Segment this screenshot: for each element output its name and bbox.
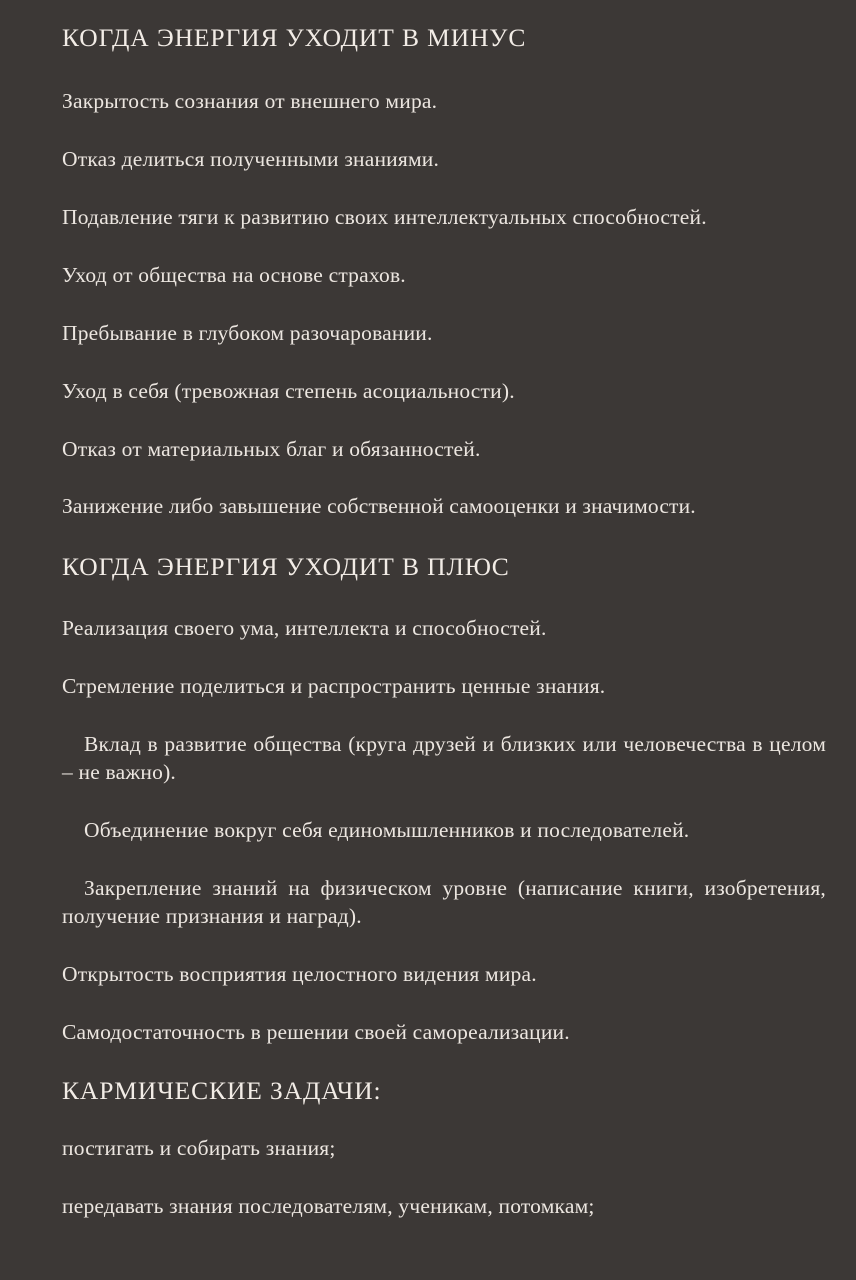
spacer <box>62 521 826 551</box>
paragraph: Отказ от материальных благ и обязанностей. <box>62 436 481 461</box>
paragraph: Стремление поделиться и распространить ценные знания. <box>62 674 606 699</box>
spacer <box>62 643 826 673</box>
paragraph: Пребывание в глубоком разочаровании. <box>62 320 433 345</box>
paragraph: Занижение либо завышение собственной самооценки и значимости. <box>62 494 696 519</box>
paragraph: Уход в себя (тревожная степень асоциальности). <box>62 378 515 403</box>
paragraph: Самодостаточность в решении своей самореализации. <box>62 1019 570 1044</box>
spacer <box>62 1163 826 1193</box>
spacer <box>62 174 826 204</box>
paragraph: Уход от общества на основе страхов. <box>62 262 406 287</box>
spacer <box>62 583 826 615</box>
paragraph: Вклад в развитие общества (круга друзей и близких или человечества в целом – не важно). <box>62 732 826 785</box>
spacer <box>62 701 826 731</box>
paragraph: Объединение вокруг себя единомышленников и последователей. <box>84 818 690 842</box>
paragraph: Открытость восприятия целостного видения мира. <box>62 961 537 986</box>
section-heading-karmic-tasks: КАРМИЧЕСКИЕ ЗАДАЧИ: <box>62 1075 382 1105</box>
paragraph: Реализация своего ума, интеллекта и способностей. <box>62 616 547 641</box>
spacer <box>62 989 826 1019</box>
spacer <box>62 845 826 875</box>
paragraph: постигать и собирать знания; <box>62 1135 336 1160</box>
spacer <box>62 406 826 436</box>
paragraph: Отказ делиться полученными знаниями. <box>62 146 440 171</box>
paragraph: Закрепление знаний на физическом уровне (написание книги, изобретения, получение признания и наград). <box>62 875 826 928</box>
paragraph: передавать знания последователям, ученикам, потомкам; <box>62 1193 595 1218</box>
spacer <box>62 931 826 961</box>
spacer <box>62 348 826 378</box>
spacer <box>62 232 826 262</box>
spacer <box>62 290 826 320</box>
paragraph: Закрытость сознания от внешнего мира. <box>62 88 438 113</box>
section-heading-minus: КОГДА ЭНЕРГИЯ УХОДИТ В МИНУС <box>62 23 527 52</box>
paragraph: Подавление тяги к развитию своих интеллектуальных способностей. <box>62 204 707 229</box>
spacer <box>62 1107 826 1135</box>
spacer <box>62 1047 826 1075</box>
section-heading-plus: КОГДА ЭНЕРГИЯ УХОДИТ В ПЛЮС <box>62 552 510 582</box>
spacer <box>62 54 826 88</box>
spacer <box>62 116 826 146</box>
spacer <box>62 787 826 817</box>
spacer <box>62 463 826 493</box>
